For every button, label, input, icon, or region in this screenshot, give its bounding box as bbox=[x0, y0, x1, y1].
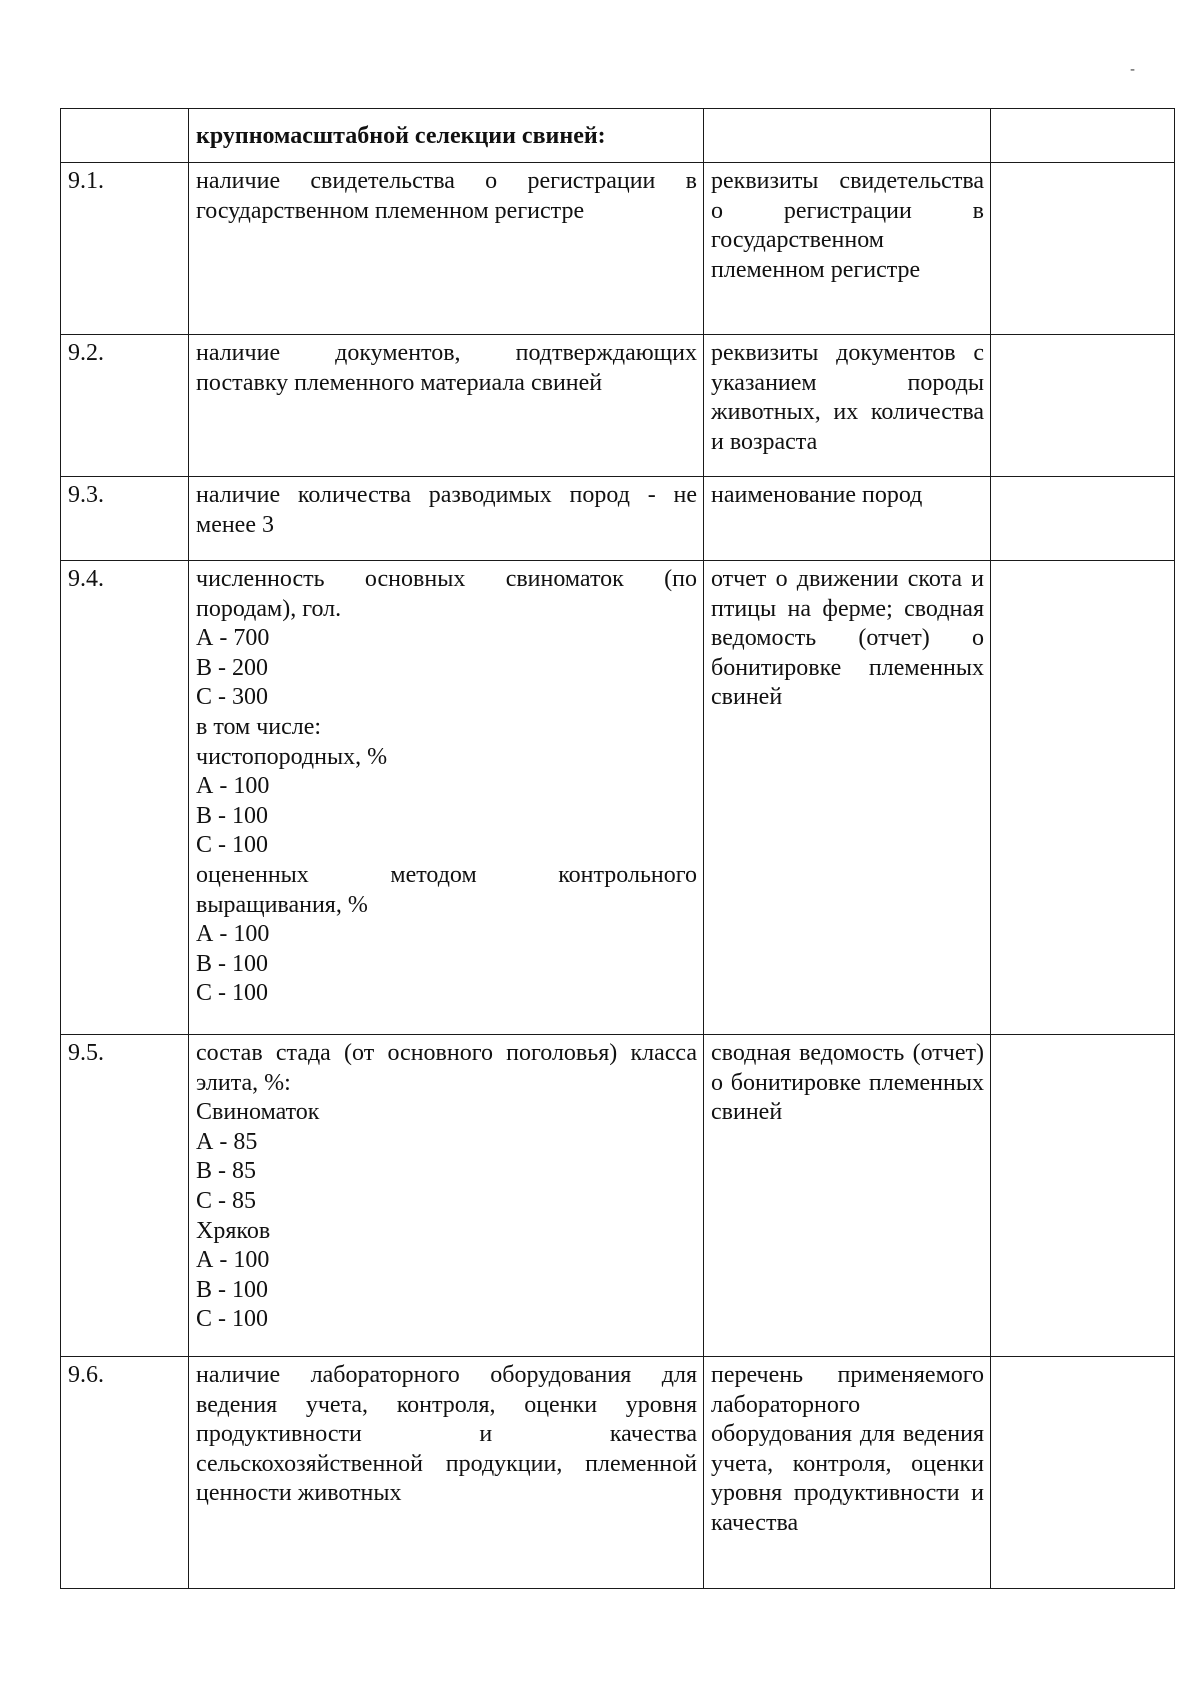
criterion-line: А - 100 bbox=[196, 773, 270, 800]
criterion-line: С - 100 bbox=[196, 1306, 268, 1333]
criterion-line: Хряков bbox=[196, 1217, 271, 1244]
criterion-paragraph: оцененных методом контрольного выращивания, % bbox=[196, 861, 697, 918]
cell-document: реквизиты документов с указанием породы животных, их количества и возраста bbox=[704, 335, 991, 477]
table-row bbox=[61, 335, 1175, 477]
criterion-line: В - 200 bbox=[196, 654, 268, 681]
cell-criterion bbox=[189, 1035, 704, 1357]
cell-mark bbox=[991, 561, 1175, 1035]
criterion-intro: численность основных свиноматок (по породам), гол. bbox=[196, 566, 697, 622]
criterion-line: С - 100 bbox=[196, 980, 268, 1007]
scan-speck: - bbox=[1130, 62, 1136, 78]
criterion-line: в том числе: bbox=[196, 713, 322, 740]
cell-criterion bbox=[189, 109, 704, 163]
cell-num: 9.4. bbox=[61, 561, 189, 1035]
table-row bbox=[61, 109, 1175, 163]
cell-criterion bbox=[189, 561, 704, 1035]
cell-mark bbox=[991, 477, 1175, 561]
cell-num: 9.6. bbox=[61, 1357, 189, 1589]
criterion-line: В - 100 bbox=[196, 950, 268, 977]
cell-document: отчет о движении скота и птицы на ферме; сводная ведомость (отчет) о бонитировке племенных свиней bbox=[704, 561, 991, 1035]
criterion-line: С - 85 bbox=[196, 1187, 256, 1214]
criteria-table bbox=[60, 108, 1175, 1589]
cell-num: 9.5. bbox=[61, 1035, 189, 1357]
section-heading: крупномасштабной селекции свиней: bbox=[196, 123, 606, 149]
criterion-line: С - 100 bbox=[196, 832, 268, 859]
cell-document: наименование пород bbox=[704, 477, 991, 561]
criterion-line: А - 700 bbox=[196, 625, 270, 652]
cell-num: 9.3. bbox=[61, 477, 189, 561]
table-row bbox=[61, 1357, 1175, 1589]
criterion-intro: состав стада (от основного поголовья) класса элита, %: bbox=[196, 1040, 697, 1096]
criterion-line: А - 85 bbox=[196, 1128, 258, 1155]
cell-criterion: наличие свидетельства о регистрации в государственном племенном регистре bbox=[189, 163, 704, 335]
table-row bbox=[61, 1035, 1175, 1357]
criterion-line: В - 100 bbox=[196, 802, 268, 829]
criterion-line: Свиноматок bbox=[196, 1099, 320, 1126]
cell-criterion: наличие количества разводимых пород - не менее 3 bbox=[189, 477, 704, 561]
criterion-line: С - 300 bbox=[196, 684, 268, 711]
criterion-line: В - 85 bbox=[196, 1158, 256, 1185]
criterion-line: А - 100 bbox=[196, 1247, 270, 1274]
cell-criterion: наличие документов, подтверждающих поставку племенного материала свиней bbox=[189, 335, 704, 477]
cell-document: реквизиты свидетельства о регистрации в государственном племенном регистре bbox=[704, 163, 991, 335]
cell-document: сводная ведомость (отчет) о бонитировке племенных свиней bbox=[704, 1035, 991, 1357]
cell-mark bbox=[991, 1035, 1175, 1357]
table-row bbox=[61, 561, 1175, 1035]
cell-document bbox=[704, 109, 991, 163]
cell-num: 9.2. bbox=[61, 335, 189, 477]
cell-document: перечень применяемого лабораторного оборудования для ведения учета, контроля, оценки уровня продуктивности и качества bbox=[704, 1357, 991, 1589]
cell-num bbox=[61, 109, 189, 163]
table-row bbox=[61, 477, 1175, 561]
cell-mark bbox=[991, 1357, 1175, 1589]
cell-num: 9.1. bbox=[61, 163, 189, 335]
cell-mark bbox=[991, 335, 1175, 477]
criterion-line: А - 100 bbox=[196, 921, 270, 948]
cell-criterion: наличие лабораторного оборудования для ведения учета, контроля, оценки уровня продуктивности и качества сельскохозяйственной продукции, племенной ценности животных bbox=[189, 1357, 704, 1589]
criterion-line: чистопородных, % bbox=[196, 743, 388, 770]
criterion-line: В - 100 bbox=[196, 1276, 268, 1303]
cell-mark bbox=[991, 163, 1175, 335]
table-row bbox=[61, 163, 1175, 335]
cell-mark bbox=[991, 109, 1175, 163]
